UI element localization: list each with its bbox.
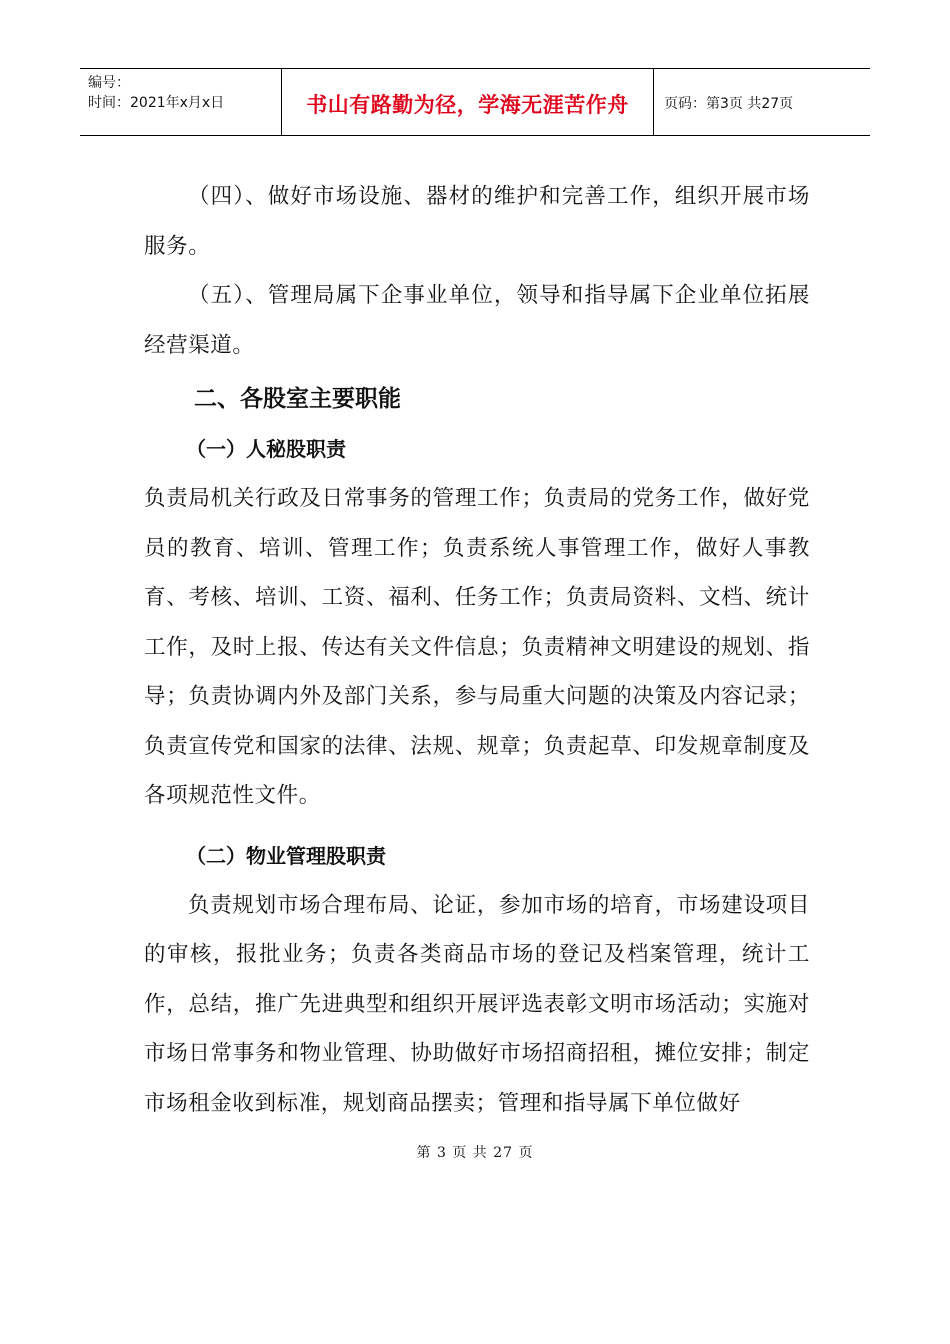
subsection-text-1: 负责局机关行政及日常事务的管理工作；负责局的党务工作，做好党员的教育、培训、管理工作；负责系统人事管理工作，做好人事教育、考核、培训、工资、福利、任务工作；负责局资料、文档、统计工作，及时上报、传达有关文件信息；负责精神文明建设的规划、指导；负责协调内外及部门关系，参与局重大问题的决策及内容记录；负责宣传党和国家的法律、法规、规章；负责起草、印发规章制度及各项规范性文件。	[144, 486, 810, 808]
number-label: 编号：	[88, 75, 130, 91]
section-heading: 二、各股室主要职能	[194, 386, 401, 412]
subsection-text-2: 负责规划市场合理布局、论证，参加市场的培育，市场建设项目的审核，报批业务；负责各类商品市场的登记及档案管理，统计工作，总结，推广先进典型和组织开展评选表彰文明市场活动；实施对市场日常事务和物业管理、协助做好市场招商招租，摊位安排；制定市场租金收到标准，规划商品摆卖；管理和指导属下单位做好	[144, 892, 810, 1116]
subsection-heading-2: （二）物业管理股职责	[186, 843, 386, 868]
header-page-info	[654, 69, 870, 135]
header-motto: 书山有路勤为径，学海无涯苦作舟	[306, 93, 629, 117]
page-header	[80, 68, 870, 136]
document-body	[144, 172, 810, 1128]
header-meta	[80, 69, 282, 135]
paragraph-five: （五）、管理局属下企事业单位，领导和指导属下企业单位拓展经营渠道。	[144, 283, 810, 358]
header-motto-cell	[282, 69, 654, 135]
subsection-heading-1: （一）人秘股职责	[186, 437, 346, 461]
page-footer: 第 3 页 共 27 页	[416, 1145, 534, 1161]
paragraph-four: （四）、做好市场设施、器材的维护和完善工作，组织开展市场服务。	[144, 184, 810, 259]
time-label: 时间：2021年x月x日	[88, 95, 225, 111]
page-info-text: 页码：第3页 共27页	[664, 96, 794, 112]
